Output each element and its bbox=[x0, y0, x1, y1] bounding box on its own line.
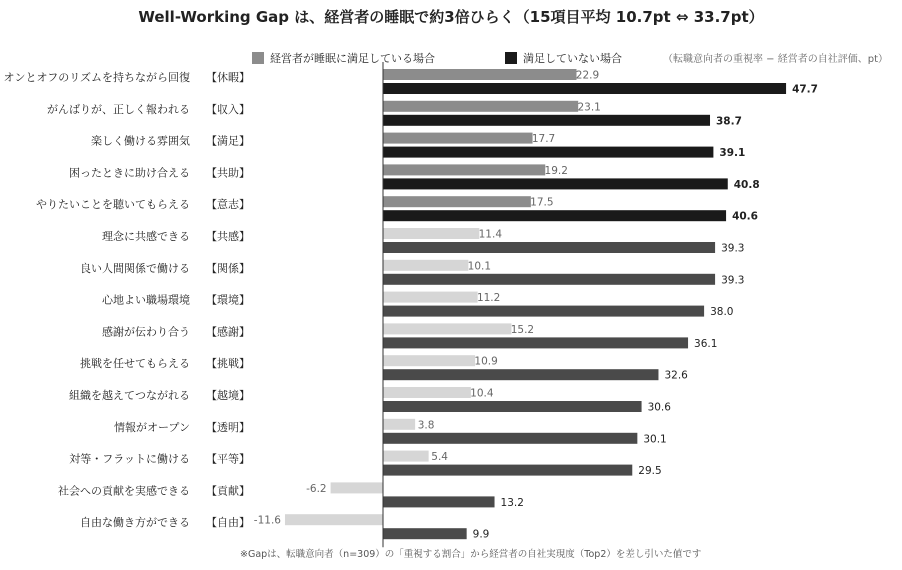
legend-label-satisfied: 経営者が睡眠に満足している場合 bbox=[270, 52, 435, 65]
category-tag: 【平等】 bbox=[206, 452, 250, 466]
bar-unsatisfied bbox=[383, 496, 495, 507]
data-label-satisfied: -11.6 bbox=[253, 514, 281, 527]
data-label-unsatisfied: 29.5 bbox=[638, 465, 662, 478]
category-label: 楽しく働ける雰囲気 bbox=[91, 134, 190, 148]
category-tag: 【収入】 bbox=[206, 102, 250, 116]
data-label-satisfied: 10.4 bbox=[470, 387, 494, 400]
data-label-unsatisfied: 38.7 bbox=[716, 115, 742, 128]
chart-title: Well-Working Gap は、経営者の睡眠で約3倍ひらく（15項目平均 10.7pt ⇔ 33.7pt） bbox=[138, 8, 764, 26]
data-label-satisfied: 19.2 bbox=[544, 164, 568, 177]
category-tag: 【共感】 bbox=[206, 230, 250, 243]
category-label: 理念に共感できる bbox=[102, 230, 190, 243]
bar-satisfied bbox=[383, 228, 479, 239]
data-label-satisfied: 5.4 bbox=[431, 451, 448, 464]
bar-unsatisfied bbox=[383, 401, 642, 412]
bar-unsatisfied bbox=[383, 210, 726, 221]
legend bbox=[252, 51, 888, 65]
category-tag: 【環境】 bbox=[206, 293, 250, 307]
data-label-satisfied: 11.2 bbox=[476, 292, 501, 305]
bar-satisfied bbox=[383, 387, 471, 398]
category-label: やりたいことを聴いてもらえる bbox=[36, 198, 190, 212]
category-label: 組織を越えてつながれる bbox=[69, 389, 190, 402]
category-tag: 【貢献】 bbox=[206, 484, 250, 498]
bar-satisfied bbox=[383, 451, 429, 462]
data-label-satisfied: 10.1 bbox=[467, 260, 492, 273]
legend-swatch-satisfied bbox=[252, 52, 264, 64]
bar-unsatisfied bbox=[383, 528, 467, 539]
category-label: 挑戦を任せてもらえる bbox=[80, 357, 190, 371]
legend-swatch-unsatisfied bbox=[505, 52, 517, 64]
bar-satisfied bbox=[383, 133, 533, 144]
bar-satisfied bbox=[383, 419, 415, 430]
data-label-unsatisfied: 47.7 bbox=[792, 83, 818, 96]
data-label-unsatisfied: 40.8 bbox=[733, 178, 760, 191]
data-label-unsatisfied: 9.9 bbox=[472, 528, 490, 541]
bars-layer bbox=[254, 69, 818, 541]
bar-satisfied bbox=[383, 260, 468, 271]
bar-unsatisfied bbox=[383, 242, 715, 253]
category-tag: 【越境】 bbox=[206, 389, 250, 402]
bar-unsatisfied bbox=[383, 306, 704, 317]
data-label-satisfied: 22.9 bbox=[575, 69, 600, 82]
data-label-unsatisfied: 13.2 bbox=[500, 496, 524, 509]
bar-unsatisfied bbox=[383, 433, 637, 444]
bar-satisfied bbox=[331, 482, 383, 493]
category-tag: 【満足】 bbox=[206, 134, 250, 148]
category-tag: 【関係】 bbox=[206, 261, 250, 275]
bar-unsatisfied bbox=[383, 337, 688, 348]
category-label: 社会への貢献を実感できる bbox=[58, 484, 190, 498]
category-tag: 【休暇】 bbox=[206, 71, 250, 84]
bar-satisfied bbox=[383, 69, 577, 80]
bar-satisfied bbox=[383, 196, 531, 207]
bar-unsatisfied bbox=[383, 465, 632, 476]
bar-unsatisfied bbox=[383, 274, 715, 285]
data-label-unsatisfied: 30.1 bbox=[643, 433, 667, 446]
category-label: 困ったときに助け合える bbox=[69, 166, 190, 180]
bar-satisfied bbox=[285, 514, 383, 525]
data-label-satisfied: 11.4 bbox=[478, 228, 503, 241]
footnote: ※Gapは、転職意向者（n=309）の「重視する割合」から経営者の自社実現度（Top2）を差し引いた値です bbox=[240, 549, 702, 560]
category-label: 心地よい職場環境 bbox=[102, 293, 190, 307]
data-label-unsatisfied: 30.6 bbox=[647, 401, 671, 414]
data-label-satisfied: -6.2 bbox=[306, 482, 327, 495]
category-labels-layer bbox=[4, 70, 250, 529]
category-tag: 【透明】 bbox=[206, 420, 250, 434]
category-tag: 【挑戦】 bbox=[206, 357, 250, 371]
data-label-satisfied: 23.1 bbox=[577, 101, 601, 114]
category-label: 情報がオープン bbox=[113, 420, 190, 434]
category-label: 自由な働き方ができる bbox=[80, 516, 190, 530]
data-label-unsatisfied: 39.3 bbox=[721, 274, 745, 287]
data-label-unsatisfied: 39.1 bbox=[719, 147, 746, 160]
data-label-satisfied: 17.7 bbox=[531, 133, 556, 146]
data-label-satisfied: 17.5 bbox=[530, 196, 554, 209]
category-label: がんばりが、正しく報われる bbox=[47, 102, 190, 116]
bar-satisfied bbox=[383, 101, 578, 112]
category-label: 対等・フラットに働ける bbox=[69, 452, 190, 466]
legend-label-unsatisfied: 満足していない場合 bbox=[523, 52, 622, 65]
category-label: オンとオフのリズムを持ちながら回復 bbox=[3, 71, 190, 84]
unit-note: （転職意向者の重視率 − 経営者の自社評価、pt） bbox=[662, 54, 888, 65]
bar-unsatisfied bbox=[383, 369, 658, 380]
data-label-satisfied: 3.8 bbox=[417, 419, 435, 432]
bar-unsatisfied bbox=[383, 178, 728, 189]
category-tag: 【感謝】 bbox=[206, 325, 250, 339]
data-label-unsatisfied: 38.0 bbox=[710, 306, 734, 319]
category-tag: 【共助】 bbox=[206, 166, 250, 180]
bar-unsatisfied bbox=[383, 147, 713, 158]
category-tag: 【意志】 bbox=[206, 198, 250, 212]
bar-satisfied bbox=[383, 292, 478, 303]
bar-unsatisfied bbox=[383, 115, 710, 126]
bar-satisfied bbox=[383, 355, 475, 366]
data-label-unsatisfied: 40.6 bbox=[732, 210, 758, 223]
data-label-unsatisfied: 39.3 bbox=[721, 242, 745, 255]
data-label-satisfied: 10.9 bbox=[474, 355, 498, 368]
category-label: 良い人間関係で働ける bbox=[80, 261, 190, 275]
data-label-unsatisfied: 36.1 bbox=[694, 337, 718, 350]
bar-satisfied bbox=[383, 323, 511, 334]
category-tag: 【自由】 bbox=[206, 516, 250, 530]
data-label-satisfied: 15.2 bbox=[510, 323, 535, 336]
data-label-unsatisfied: 32.6 bbox=[664, 369, 688, 382]
bar-satisfied bbox=[383, 164, 545, 175]
bar-unsatisfied bbox=[383, 83, 786, 94]
category-label: 感謝が伝わり合う bbox=[102, 325, 190, 339]
